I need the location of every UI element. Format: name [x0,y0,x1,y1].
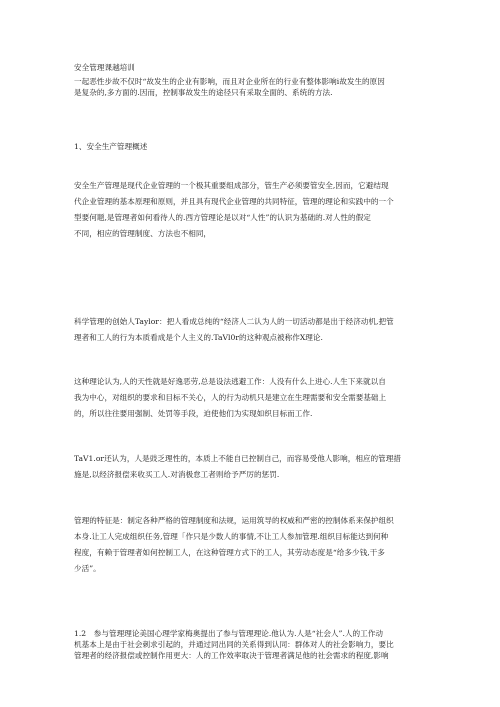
paragraph-line: 管理的特征是：制定各种严格的管理制度和法规，运用筑导的权威和严密的控制体系来保护组织 [74,516,394,525]
paragraph-safety-management [74,178,430,242]
paragraph-taylor-measures [74,451,430,483]
paragraph-line: 机基本上是由于社会刺求引起的，并通过同出同的关系得到认同：群体对人的社会影响力，要比 [74,640,394,649]
paragraph-line: 型要何题,是管理者如何看待人的.西方管理论是以对“人性”的认识为基础的.对人性的假定 [74,213,371,222]
section-1-heading: 1、安全生产管理概述 [74,142,148,151]
paragraph-line: 我为中心，对组织的要求和目标不关心，人的行为动机只是建立在生理需要和安全需要基础上 [74,393,387,402]
paragraph-line: 管理者的经济报偿或控制作用更大：人的工作效率取决于管理者满足他的社会需求的程度,影响 [74,651,389,660]
intro-line: 一起恶性步故不仅时“故发生的企业有影响，而且对企业所在的行业有整体影响i故发生的原因 [74,77,385,86]
intro-paragraph [74,76,430,98]
paragraph-line: 这种理论认为,人的天性就是好逸恶劳,总是设法逃避工作：人没有什么上进心.人生下来就以自 [74,377,386,386]
paragraph-management-features [74,513,430,577]
paragraph-line: 不同，相应的管理制度、方法也不相同， [74,229,212,238]
paragraph-line: 科学管理的创始人Taylor：把人看成总纯的“经济人二认为人的一切活动都是出于经济动机,把管 [74,317,394,326]
paragraph-line: 的，所以往往要用强制、处罚等手段，迫使他们为实现如织目标而工作. [74,409,313,418]
document-title: 安全管理课越培训 [74,63,135,72]
paragraph-line: 代企业管理的基本原理和原则，并且具有现代企业管理的共同特征，管理的理论和实践中的一个 [74,197,394,206]
paragraph-taylor [74,314,430,346]
paragraph-line: 1.2 参与管理理论美国心理学家梅奥提出了参与管理理论.他认为.人是“社会人”.人的工作动 [74,629,383,638]
paragraph-x-theory [74,374,430,422]
paragraph-line: 理者和工人的行为本质看成是个人主义的.TaVl0r的这种观点被称作X理论. [74,333,323,342]
paragraph-line: 程度，有赖于管理者如何控制工人，在这种管理方式下的工人，其劳动态度是“给多少钱,干多 [74,548,385,557]
paragraph-line: 安全生产管理是现代企业管理的一个极其重要组成部分，管生产必须要管安全,因而，它避结现 [74,181,389,190]
intro-line: 是复杂的,多方面的.因而，控制事故发生的途径只有采取全面的、系统的方法. [74,88,333,97]
document-title-block [74,62,430,73]
section-1-heading-block [74,141,430,152]
paragraph-line: 本身.让工人完成组织任务,管理「作只是少数人的事情,不让工人参加管理.组织目标能达到何种 [74,532,389,541]
paragraph-line: 少活”。 [74,564,101,573]
paragraph-participation-theory [74,628,430,661]
paragraph-line: TaV1.or还认为，人是豉乏理性的，本质上不能自已控制自己，而容易受他人影响，相应的管理措 [74,454,402,463]
paragraph-line: 施是,以经济报偿来收买工人.对消极怠工者则给予严厉的惩罚. [74,470,280,479]
